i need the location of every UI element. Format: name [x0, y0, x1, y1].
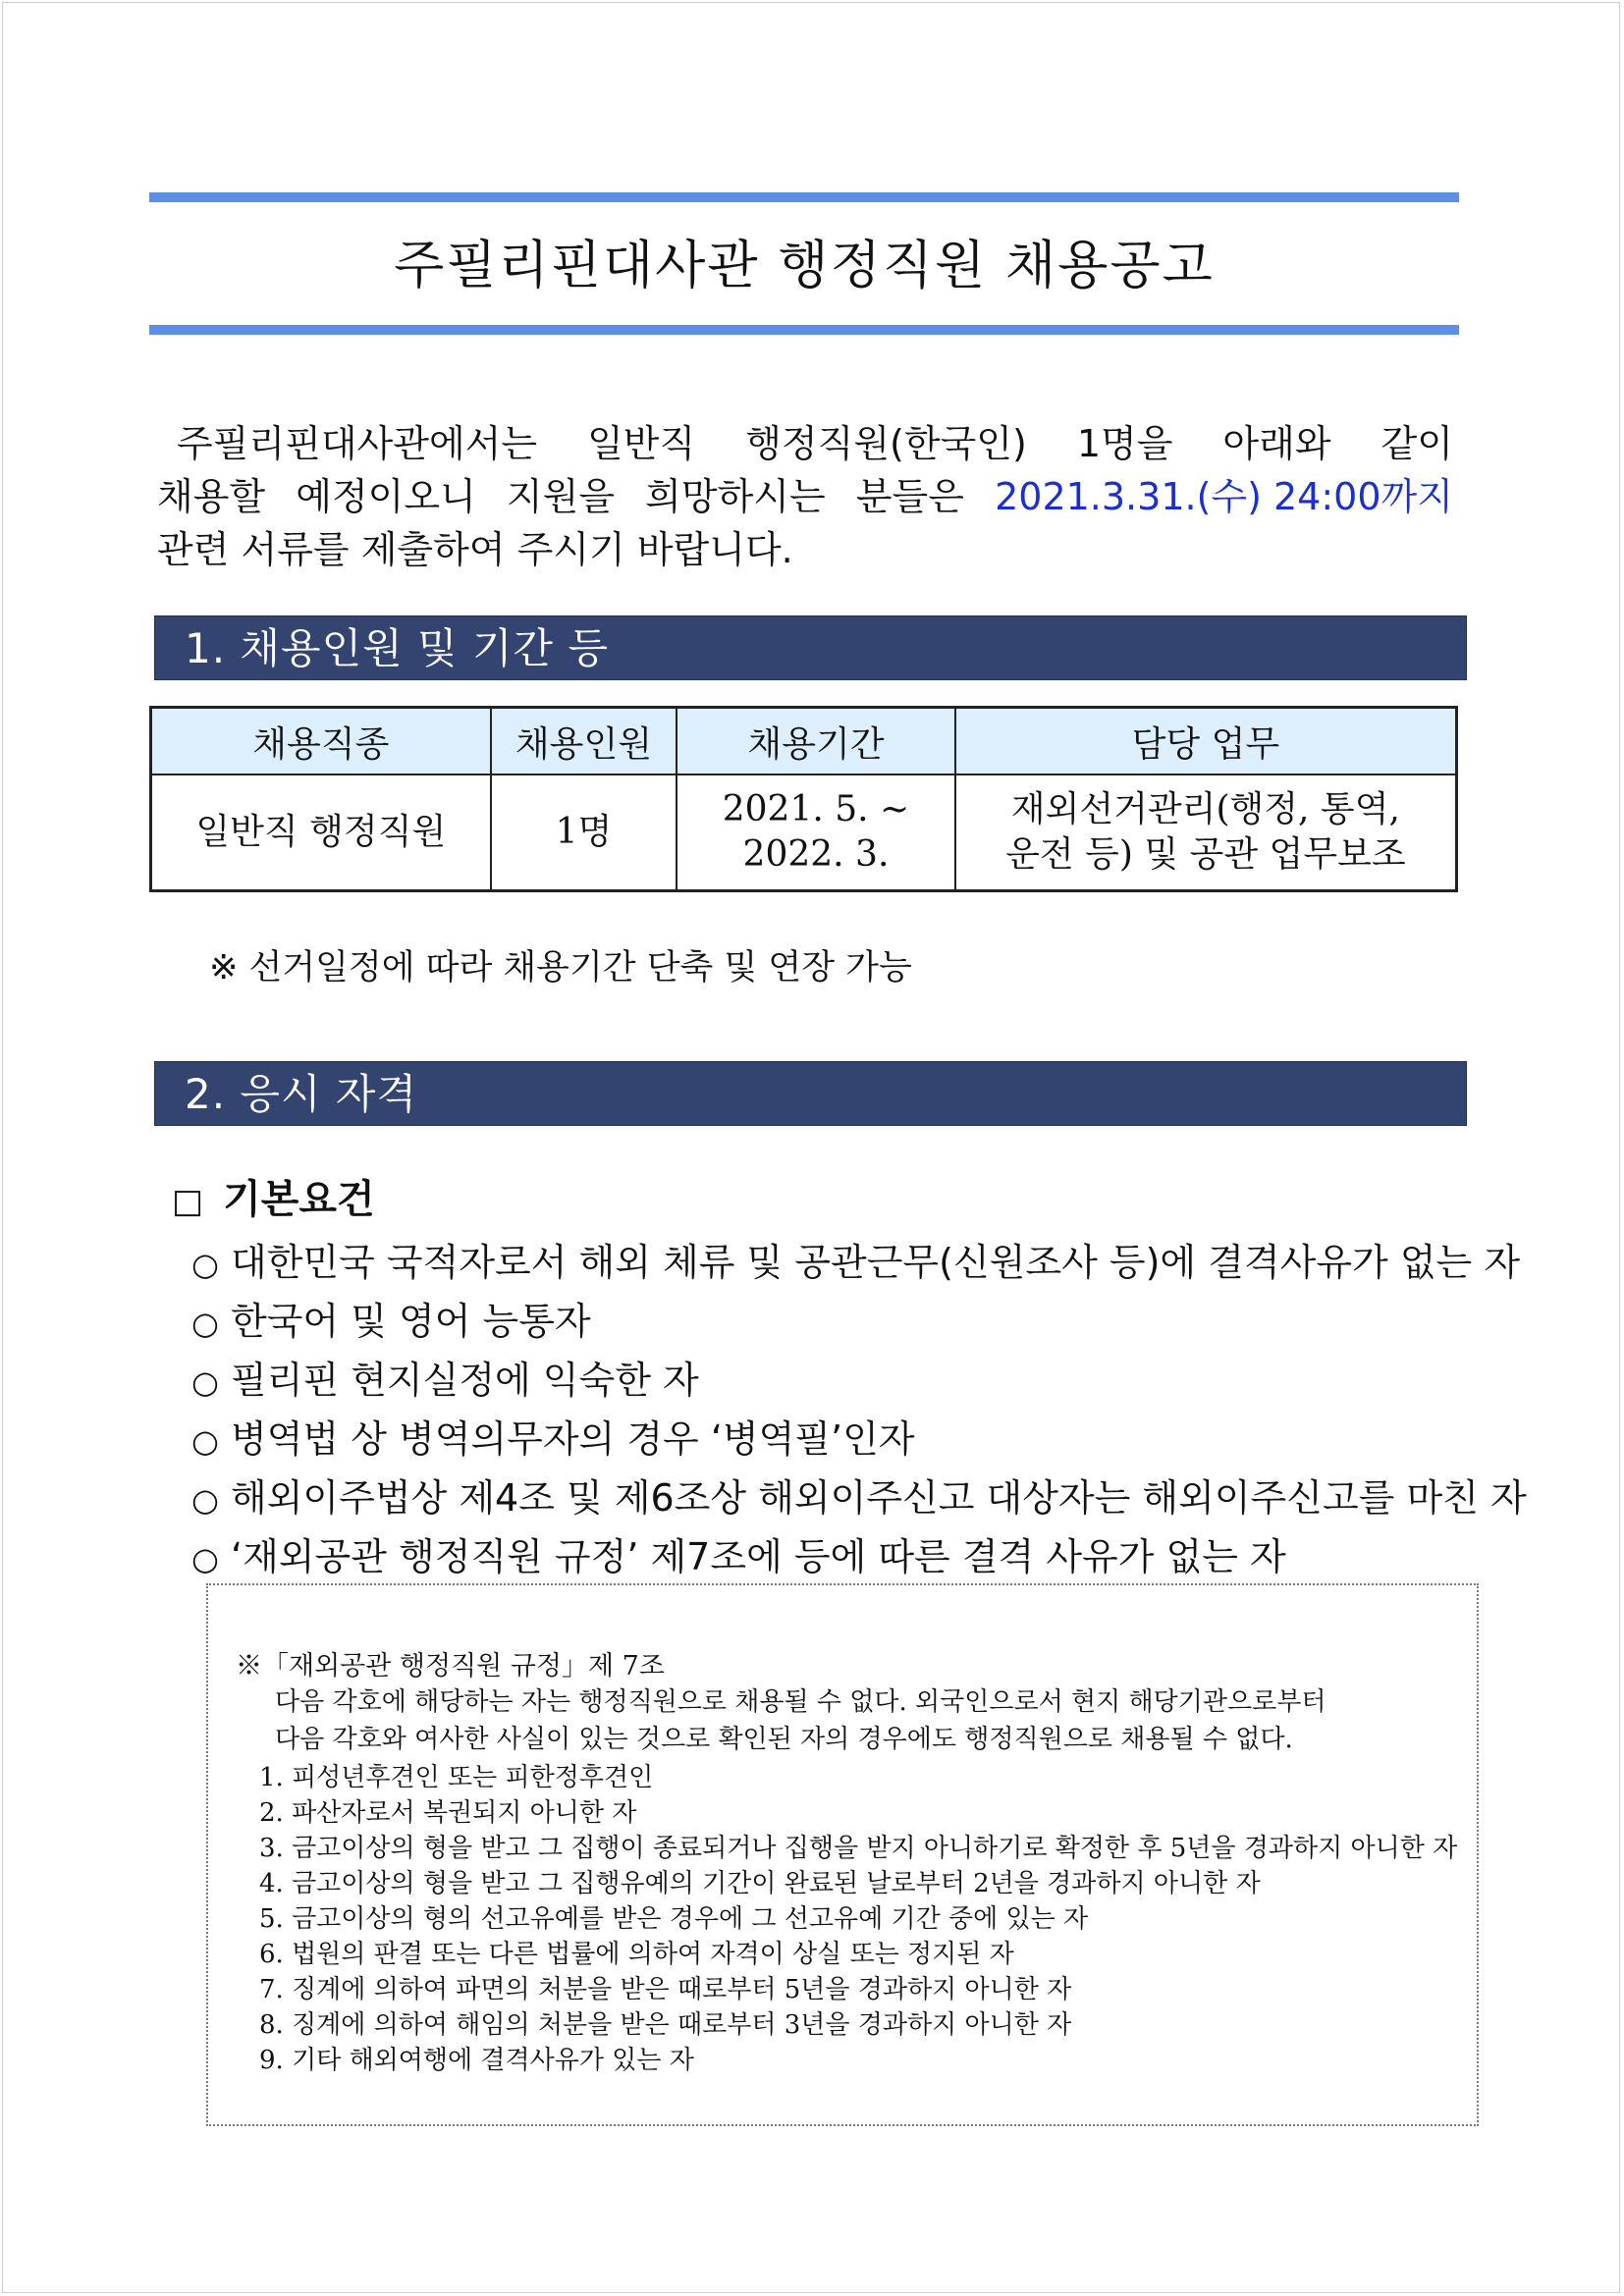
intro-word: 희망하시는 — [645, 475, 826, 518]
circle-bullet-icon: ○ — [191, 1363, 219, 1401]
circle-bullet-icon: ○ — [191, 1540, 219, 1577]
requirement-text: 필리핀 현지실정에 익숙한 자 — [231, 1359, 699, 1402]
page-title: 주필리핀대사관 행정직원 채용공고 — [394, 236, 1215, 295]
circle-bullet-icon: ○ — [191, 1305, 219, 1342]
table-header: 채용직종 — [151, 708, 491, 775]
intro-word: 행정직원(한국인) — [745, 422, 1027, 465]
list-item: 1. 피성년후견인 또는 피한정후견인 — [259, 1763, 654, 1792]
basic-requirements-heading — [172, 1168, 375, 1224]
list-item — [191, 1235, 1521, 1294]
circle-bullet-icon: ○ — [191, 1481, 219, 1519]
job-type-cell: 일반직 행정직원 — [151, 774, 491, 891]
list-item — [191, 1353, 1429, 1412]
table-header: 채용인원 — [491, 708, 677, 775]
regulation-items — [259, 1760, 1457, 2078]
list-item: 7. 징계에 의하여 파면의 처분을 받은 때로부터 5년을 경과하지 아니한 자 — [259, 1975, 1072, 2004]
section-2-heading: 2. 응시 자격 — [154, 1061, 1467, 1126]
recruitment-table — [149, 706, 1458, 892]
list-item — [191, 1529, 1429, 1588]
intro-paragraph — [157, 417, 1453, 576]
headcount-cell: 1명 — [491, 774, 677, 891]
duty-line: 재외선거관리(행정, 통역, — [1010, 789, 1400, 829]
requirement-text: 대한민국 국적자로서 해외 체류 및 공관근무(신원조사 등)에 결격사유가 없는 자 — [231, 1241, 1521, 1284]
table-header: 채용기간 — [677, 708, 955, 775]
intro-line-3: 관련 서류를 제출하여 주시기 바랍니다. — [157, 528, 793, 571]
requirement-text: 병역법 상 병역의무자의 경우 ‘병역필’인자 — [231, 1417, 915, 1461]
intro-word: 채용할 — [157, 475, 266, 518]
list-item: 8. 징계에 의하여 해임의 처분을 받은 때로부터 3년을 경과하지 아니한 자 — [259, 2010, 1072, 2040]
period-cell — [677, 774, 955, 891]
list-item: 2. 파산자로서 복권되지 아니한 자 — [259, 1798, 637, 1828]
requirement-text: 해외이주법상 제4조 및 제6조상 해외이주신고 대상자는 해외이주신고를 마친 자 — [231, 1476, 1527, 1520]
table-header: 담당 업무 — [955, 708, 1457, 775]
schedule-note: ※ 선거일정에 따라 채용기간 단축 및 연장 가능 — [209, 948, 912, 988]
circle-bullet-icon: ○ — [191, 1246, 219, 1283]
table-row — [151, 774, 1457, 891]
intro-word: 예정이오니 — [296, 475, 476, 518]
duty-cell — [955, 774, 1457, 891]
regulation-intro-line: 다음 각호와 여사한 사실이 있는 것으로 확인된 자의 경우에도 행정직원으로 채용될 수 없다. — [275, 1725, 1293, 1754]
regulation-box — [206, 1583, 1479, 2126]
title-top-rule — [149, 192, 1459, 202]
requirement-text: 한국어 및 영어 능통자 — [231, 1300, 591, 1343]
intro-word: 같이 — [1380, 422, 1453, 465]
intro-word: 분들은 — [855, 475, 964, 518]
intro-word: 1명을 — [1076, 422, 1173, 465]
list-item: 4. 금고이상의 형을 받고 그 집행유예의 기간이 완료된 날로부터 2년을 경과하지 아니한 자 — [259, 1869, 1261, 1898]
regulation-title: ※「재외공관 행정직원 규정」제 7조 — [236, 1651, 665, 1682]
list-item — [191, 1470, 1527, 1529]
title-bottom-rule — [149, 325, 1459, 335]
list-item — [191, 1412, 1429, 1470]
intro-word: 주필리핀대사관에서는 — [177, 422, 538, 465]
circle-bullet-icon: ○ — [191, 1422, 219, 1460]
intro-word: 아래와 — [1222, 422, 1331, 465]
application-deadline: 2021.3.31.(수) 24:00까지 — [995, 475, 1453, 518]
subheading-label: 기본요건 — [223, 1176, 375, 1222]
list-item: 9. 기타 해외여행에 결격사유가 있는 자 — [259, 2046, 694, 2075]
table-header-row — [151, 708, 1457, 775]
requirements-list — [191, 1235, 1527, 1588]
intro-line-2 — [157, 470, 1453, 523]
regulation-intro-line: 다음 각호에 해당하는 자는 행정직원으로 채용될 수 없다. 외국인으로서 현지 해당기관으로부터 — [275, 1687, 1326, 1717]
intro-line-1 — [157, 417, 1453, 470]
list-item: 5. 금고이상의 형의 선고유예를 받은 경우에 그 선고유예 기간 중에 있는 자 — [259, 1904, 1089, 1934]
intro-word: 일반직 — [587, 422, 696, 465]
regulation-intro — [275, 1683, 1326, 1758]
section-1-heading: 1. 채용인원 및 기간 등 — [154, 615, 1467, 680]
duty-line: 운전 등) 및 공관 업무보조 — [1005, 834, 1406, 875]
square-bullet-icon: □ — [172, 1182, 204, 1221]
period-end: 2022. 3. — [742, 834, 890, 875]
intro-word: 지원을 — [506, 475, 616, 518]
requirement-text: ‘재외공관 행정직원 규정’ 제7조에 등에 따른 결격 사유가 없는 자 — [231, 1535, 1286, 1578]
list-item: 3. 금고이상의 형을 받고 그 집행이 종료되거나 집행을 받지 아니하기로 확정한 후 5년을 경과하지 아니한 자 — [259, 1834, 1458, 1863]
list-item: 6. 법원의 판결 또는 다른 법률에 의하여 자격이 상실 또는 정지된 자 — [259, 1940, 1014, 1969]
period-start: 2021. 5. ~ — [722, 789, 910, 829]
list-item — [191, 1294, 1429, 1353]
